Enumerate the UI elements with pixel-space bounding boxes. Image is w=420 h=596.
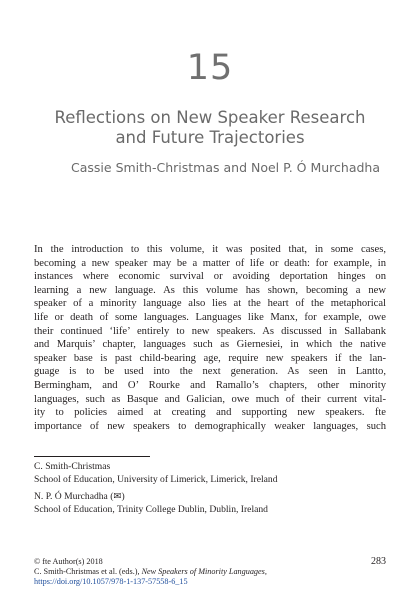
body-line: becoming a new speaker may be a matter of life or death: for example, in (34, 257, 386, 269)
body-line: languages, such as Basque and Galician, owe much of their current vital- (34, 393, 386, 405)
chapter-title-line: and Future Trajectories (115, 128, 305, 147)
affiliation-institution: School of Education, University of Limerick, Limerick, Ireland (34, 474, 278, 485)
body-line: instances where economic survival or avoiding deportation hinges on (34, 271, 386, 283)
chapter-title (40, 108, 380, 148)
body-line: importance of new speakers to demographically weaker languages, such (34, 420, 386, 432)
body-line: life or death of some languages. Languages like Manx, for example, owe (34, 311, 386, 323)
copyright-line: © fte Author(s) 2018 (34, 557, 103, 566)
body-line: their continued ‘life’ entirely to new speakers. As discussed in Sallabank (34, 325, 386, 337)
affiliation-name: C. Smith-Christmas (34, 461, 111, 472)
chapter-authors: Cassie Smith-Christmas and Noel P. Ó Murchadha (71, 160, 380, 175)
citation-line (34, 567, 267, 577)
affiliation-institution: School of Education, Trinity College Dublin, Dublin, Ireland (34, 504, 268, 515)
body-line: learning a new language. As this volume has shown, becoming a new (34, 284, 386, 296)
body-line: Bermingham, and O’ Rourke and Ramallo’s chapters, other minority (34, 379, 386, 391)
affiliation-2 (34, 490, 268, 516)
doi-link[interactable]: https://doi.org/10.1057/978-1-137-57558-6_15 (34, 576, 188, 586)
affiliation-1 (34, 460, 278, 486)
body-line: In the introduction to this volume, it was posited that, in some cases, (34, 244, 386, 255)
chapter-number: 15 (186, 48, 234, 88)
footer (34, 557, 267, 586)
body-text (34, 243, 386, 433)
body-line: and Marquis’ chapter, languages such as Giernesiei, in which the native (34, 339, 386, 351)
footnote-divider (34, 456, 150, 457)
affiliation-name: N. P. Ó Murchadha (✉) (34, 491, 125, 502)
body-line: speaker of a minority language also lies at the heart of the metaphorical (34, 298, 386, 310)
page-number: 283 (371, 556, 386, 567)
citation-prefix: C. Smith-Christmas et al. (eds.), (34, 566, 142, 576)
body-line: ity to policies aimed at creating and supporting new speakers. fte (34, 407, 386, 419)
body-line: speaker base is past child-bearing age, require new speakers if the lan- (34, 352, 386, 364)
citation-book: New Speakers of Minority Languages, (141, 566, 267, 576)
chapter-title-line: Reflections on New Speaker Research (54, 108, 366, 127)
body-line: guage is to be used into the next generation. As seen in Lantto, (34, 366, 386, 378)
